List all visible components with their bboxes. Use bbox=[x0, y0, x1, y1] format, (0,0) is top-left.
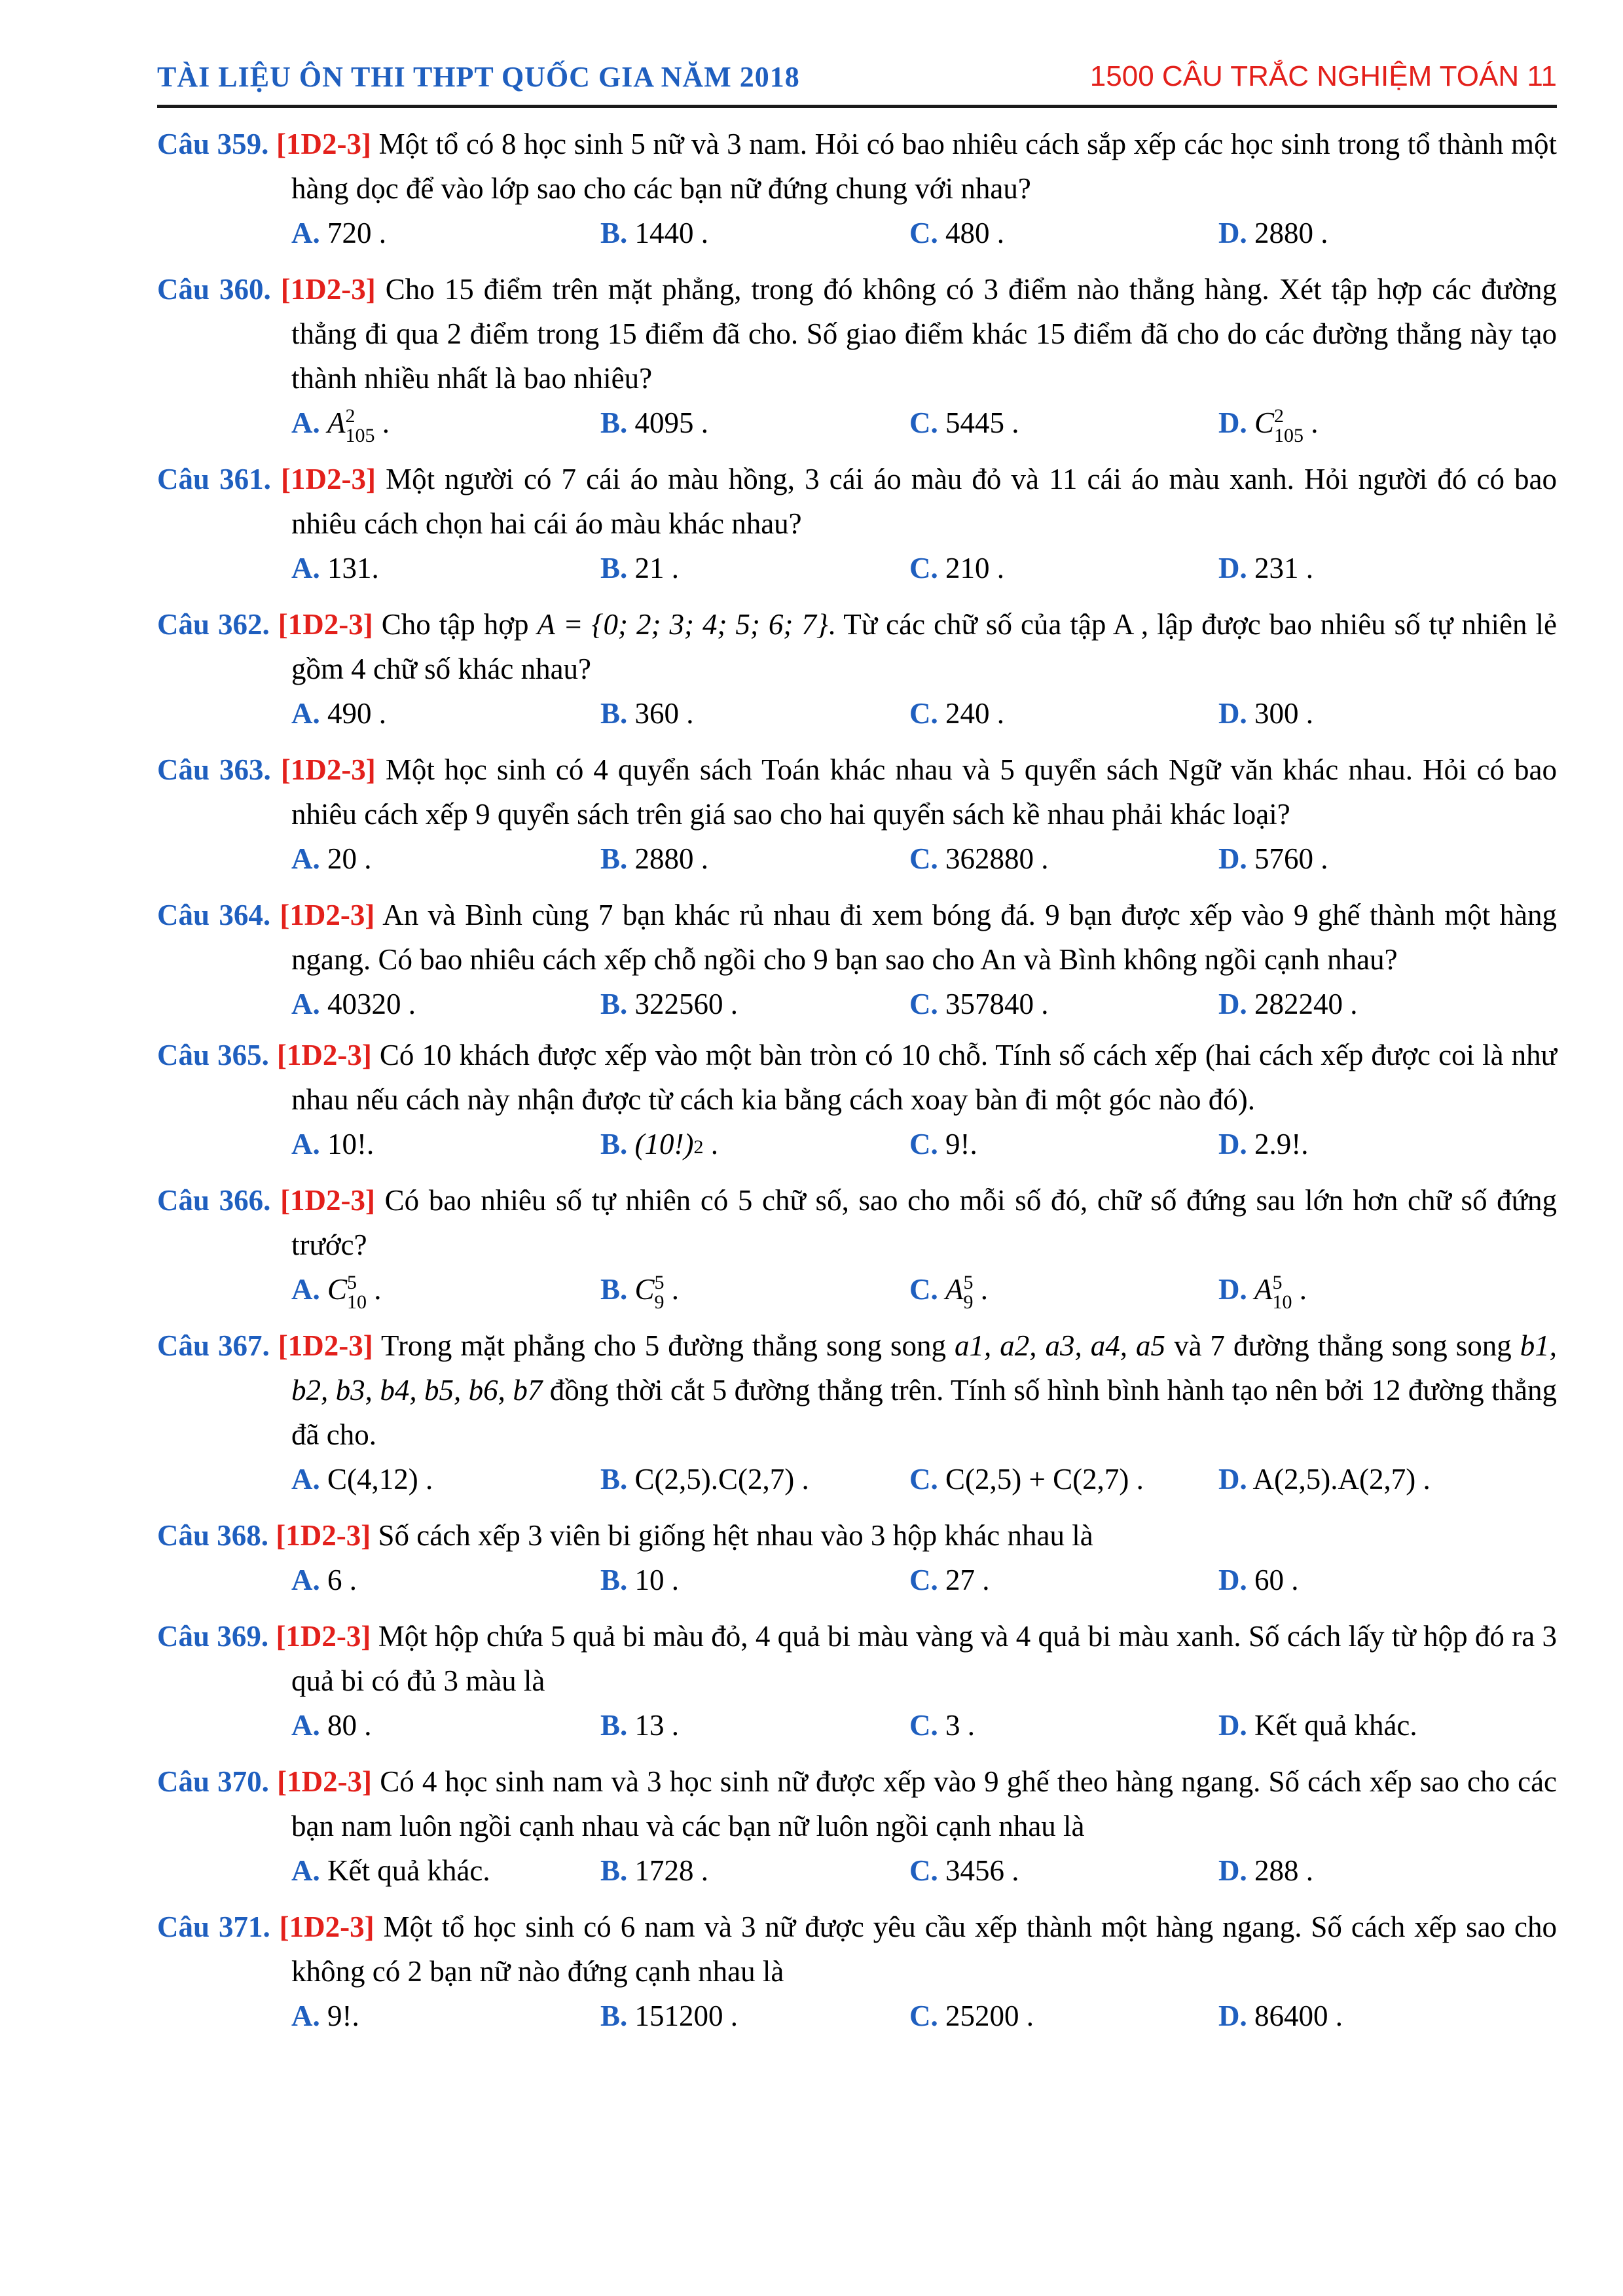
answer-choice-b[interactable] bbox=[600, 982, 909, 1026]
answer-choice-b[interactable] bbox=[600, 401, 909, 446]
answer-choice-d[interactable] bbox=[1218, 1122, 1527, 1166]
answer-choice-d[interactable] bbox=[1218, 1457, 1527, 1501]
choice-tail: . bbox=[664, 1273, 680, 1306]
question-360 bbox=[157, 267, 1557, 445]
answer-choice-d[interactable] bbox=[1218, 1267, 1527, 1312]
answer-choice-a[interactable] bbox=[291, 1267, 600, 1312]
choice-value: 9!. bbox=[327, 2000, 359, 2032]
choice-symbol: A bbox=[1254, 1273, 1273, 1306]
choice-letter: D. bbox=[1218, 842, 1247, 875]
answer-choice-c[interactable] bbox=[909, 1994, 1218, 2038]
answer-choice-b[interactable] bbox=[600, 836, 909, 881]
choice-letter: A. bbox=[291, 2000, 320, 2032]
answer-choice-b[interactable] bbox=[600, 1994, 909, 2038]
answer-choices bbox=[157, 211, 1557, 255]
choice-tail: . bbox=[1292, 1273, 1307, 1306]
question-tag: [1D2-3] bbox=[280, 899, 375, 931]
choice-superscript: 2 bbox=[1274, 404, 1285, 427]
answer-choice-c[interactable] bbox=[909, 211, 1218, 255]
question-body: Một người có 7 cái áo màu hồng, 3 cái áo màu đỏ và 11 cái áo màu xanh. Hỏi người đó có bao nhiêu cách chọn hai cái áo màu khác nhau? bbox=[291, 463, 1558, 540]
question-number: Câu 367. bbox=[157, 1329, 270, 1362]
choice-letter: C. bbox=[909, 1854, 938, 1887]
choice-superscript: 2 bbox=[345, 404, 356, 427]
question-number: Câu 371. bbox=[157, 1910, 270, 1943]
choice-value: 151200 . bbox=[634, 2000, 739, 2032]
choice-subscript: 105 bbox=[345, 424, 375, 446]
choice-superscript: 5 bbox=[654, 1271, 665, 1293]
choice-letter: D. bbox=[1218, 406, 1247, 439]
page-header bbox=[157, 60, 1557, 102]
answer-choices bbox=[157, 1457, 1557, 1501]
question-tag: [1D2-3] bbox=[276, 128, 372, 160]
answer-choices bbox=[157, 1703, 1557, 1748]
choice-value: 9!. bbox=[945, 1128, 977, 1160]
question-text bbox=[157, 1614, 1557, 1703]
answer-choice-c[interactable] bbox=[909, 1703, 1218, 1748]
question-text bbox=[157, 267, 1557, 401]
question-text bbox=[157, 602, 1557, 691]
answer-choice-c[interactable] bbox=[909, 691, 1218, 736]
question-text bbox=[157, 1178, 1557, 1267]
choice-value: Kết quả khác. bbox=[1254, 1709, 1417, 1742]
choice-tail: . bbox=[703, 1128, 718, 1160]
answer-choice-d[interactable] bbox=[1218, 836, 1527, 881]
answer-choice-d[interactable] bbox=[1218, 1994, 1527, 2038]
choice-value: 480 . bbox=[945, 217, 1004, 249]
choice-superscript: 5 bbox=[1272, 1271, 1283, 1293]
answer-choices bbox=[157, 1994, 1557, 2038]
choice-value: 2880 . bbox=[634, 842, 709, 875]
header-left-title: TÀI LIỆU ÔN THI THPT QUỐC GIA NĂM 2018 bbox=[157, 61, 800, 93]
choice-letter: D. bbox=[1218, 552, 1247, 584]
choice-value: 322560 . bbox=[634, 988, 739, 1020]
choice-superscript: 5 bbox=[347, 1271, 357, 1293]
question-body: Số cách xếp 3 viên bi giống hệt nhau vào 3 hộp khác nhau là bbox=[378, 1519, 1093, 1552]
choice-value: 6 . bbox=[327, 1564, 357, 1596]
question-text bbox=[157, 747, 1557, 836]
question-number: Câu 369. bbox=[157, 1620, 269, 1653]
question-text bbox=[157, 457, 1557, 546]
question-371 bbox=[157, 1905, 1557, 2038]
question-tag: [1D2-3] bbox=[280, 273, 376, 306]
answer-choice-b[interactable] bbox=[600, 546, 909, 590]
choice-value: 360 . bbox=[634, 697, 694, 730]
question-363 bbox=[157, 747, 1557, 881]
choice-tail: . bbox=[367, 1273, 382, 1306]
choice-letter: A. bbox=[291, 552, 320, 584]
choice-letter: C. bbox=[909, 406, 938, 439]
question-body: và 7 đường thẳng song song bbox=[1165, 1329, 1520, 1362]
answer-choice-a[interactable] bbox=[291, 401, 600, 446]
question-text bbox=[157, 1033, 1557, 1122]
choice-letter: D. bbox=[1218, 2000, 1247, 2032]
answer-choices bbox=[157, 691, 1557, 736]
choice-letter: D. bbox=[1218, 1128, 1247, 1160]
question-body: Có bao nhiêu số tự nhiên có 5 chữ số, sao cho mỗi số đó, chữ số đứng sau lớn hơn chữ số đứng trước? bbox=[291, 1184, 1558, 1261]
choice-value: 40320 . bbox=[327, 988, 416, 1020]
answer-choice-c[interactable] bbox=[909, 1122, 1218, 1166]
question-tag: [1D2-3] bbox=[280, 753, 376, 786]
choice-value: 300 . bbox=[1254, 697, 1313, 730]
choice-letter: A. bbox=[291, 988, 320, 1020]
question-number: Câu 361. bbox=[157, 463, 271, 495]
choice-symbol: A bbox=[327, 406, 346, 439]
answer-choice-b[interactable] bbox=[600, 1558, 909, 1602]
question-369 bbox=[157, 1614, 1557, 1748]
choice-value: 10!. bbox=[327, 1128, 374, 1160]
question-tag: [1D2-3] bbox=[276, 1620, 371, 1653]
question-text bbox=[157, 1905, 1557, 1994]
choice-letter: D. bbox=[1218, 217, 1247, 249]
question-359 bbox=[157, 122, 1557, 255]
question-365 bbox=[157, 1033, 1557, 1166]
choice-letter: D. bbox=[1218, 1463, 1247, 1496]
answer-choice-a[interactable] bbox=[291, 1848, 600, 1893]
choice-letter: B. bbox=[600, 1463, 628, 1496]
choice-letter: B. bbox=[600, 406, 628, 439]
question-number: Câu 365. bbox=[157, 1039, 269, 1071]
answer-choice-d[interactable] bbox=[1218, 1848, 1527, 1893]
question-number: Câu 364. bbox=[157, 899, 271, 931]
answer-choices bbox=[157, 836, 1557, 881]
choice-value: Kết quả khác. bbox=[327, 1854, 490, 1887]
answer-choice-d[interactable] bbox=[1218, 401, 1527, 446]
question-tag: [1D2-3] bbox=[276, 1039, 372, 1071]
choice-tail: . bbox=[374, 406, 390, 439]
choice-letter: B. bbox=[600, 1564, 628, 1596]
choice-letter: B. bbox=[600, 2000, 628, 2032]
question-body: Có 4 học sinh nam và 3 học sinh nữ được xếp vào 9 ghế theo hàng ngang. Số cách xếp sao cho các bạn nam luôn ngồi cạnh nhau và các bạn nữ luôn ngồi cạnh nhau là bbox=[291, 1765, 1558, 1842]
question-body: Trong mặt phẳng cho 5 đường thẳng song song bbox=[380, 1329, 955, 1362]
answer-choice-d[interactable] bbox=[1218, 546, 1527, 590]
choice-subscript: 9 bbox=[654, 1291, 665, 1313]
answer-choice-b[interactable] bbox=[600, 211, 909, 255]
choice-symbol: C bbox=[1254, 406, 1275, 439]
answer-choice-b[interactable] bbox=[600, 1848, 909, 1893]
choice-letter: B. bbox=[600, 1709, 628, 1742]
question-tag: [1D2-3] bbox=[278, 1329, 373, 1362]
answer-choice-a[interactable] bbox=[291, 1558, 600, 1602]
choice-value: 13 . bbox=[634, 1709, 680, 1742]
question-body: Một tổ học sinh có 6 nam và 3 nữ được yêu cầu xếp thành một hàng ngang. Số cách xếp sao cho không có 2 bạn nữ nào đứng cạnh nhau là bbox=[291, 1910, 1558, 1988]
choice-letter: C. bbox=[909, 1463, 938, 1496]
question-body: Một tổ có 8 học sinh 5 nữ và 3 nam. Hỏi có bao nhiêu cách sắp xếp các học sinh trong tổ thành một hàng dọc để vào lớp sao cho các bạn nữ đứng chung với nhau? bbox=[291, 128, 1558, 205]
choice-letter: C. bbox=[909, 1128, 938, 1160]
question-text bbox=[157, 893, 1557, 982]
choice-value: C(2,5) + C(2,7) . bbox=[945, 1463, 1144, 1496]
choice-letter: A. bbox=[291, 406, 320, 439]
choice-indices bbox=[347, 1273, 367, 1312]
choice-letter: A. bbox=[291, 1854, 320, 1887]
choice-letter: D. bbox=[1218, 1709, 1247, 1742]
question-number: Câu 370. bbox=[157, 1765, 269, 1798]
choice-letter: B. bbox=[600, 697, 628, 730]
choice-value: 1440 . bbox=[634, 217, 709, 249]
answer-choices bbox=[157, 1267, 1557, 1312]
choice-indices bbox=[693, 1138, 703, 1157]
choice-letter: C. bbox=[909, 1564, 938, 1596]
choice-value: 2880 . bbox=[1254, 217, 1328, 249]
answer-choice-b[interactable] bbox=[600, 1122, 909, 1166]
question-tag: [1D2-3] bbox=[279, 1910, 374, 1943]
question-362 bbox=[157, 602, 1557, 736]
answer-choice-d[interactable] bbox=[1218, 1703, 1527, 1748]
choice-value: 210 . bbox=[945, 552, 1004, 584]
question-text bbox=[157, 1759, 1557, 1848]
question-list bbox=[157, 110, 1557, 2038]
question-370 bbox=[157, 1759, 1557, 1893]
choice-subscript: 105 bbox=[1274, 424, 1304, 446]
choice-value: 490 . bbox=[327, 697, 386, 730]
choice-letter: A. bbox=[291, 1709, 320, 1742]
question-tag: [1D2-3] bbox=[280, 463, 376, 495]
choice-value: 240 . bbox=[945, 697, 1004, 730]
choice-letter: A. bbox=[291, 217, 320, 249]
question-body: Một hộp chứa 5 quả bi màu đỏ, 4 quả bi màu vàng và 4 quả bi màu xanh. Số cách lấy từ hộp đó ra 3 quả bi có đủ 3 màu là bbox=[291, 1620, 1558, 1697]
answer-choice-a[interactable] bbox=[291, 1994, 600, 2038]
choice-value: 27 . bbox=[945, 1564, 990, 1596]
choice-superscript: 2 bbox=[693, 1136, 704, 1158]
answer-choices bbox=[157, 546, 1557, 590]
choice-letter: D. bbox=[1218, 697, 1247, 730]
choice-subscript: 10 bbox=[347, 1291, 367, 1313]
choice-letter: B. bbox=[600, 552, 628, 584]
answer-choice-a[interactable] bbox=[291, 1703, 600, 1748]
choice-letter: B. bbox=[600, 988, 628, 1020]
choice-value: 80 . bbox=[327, 1709, 372, 1742]
choice-letter: C. bbox=[909, 1709, 938, 1742]
choice-letter: C. bbox=[909, 552, 938, 584]
choice-indices bbox=[655, 1273, 665, 1312]
choice-letter: C. bbox=[909, 217, 938, 249]
answer-choices bbox=[157, 982, 1557, 1026]
choice-value: 25200 . bbox=[945, 2000, 1034, 2032]
answer-choice-a[interactable] bbox=[291, 546, 600, 590]
choice-letter: A. bbox=[291, 697, 320, 730]
question-367 bbox=[157, 1323, 1557, 1501]
question-number: Câu 368. bbox=[157, 1519, 269, 1552]
choice-letter: B. bbox=[600, 1128, 628, 1160]
choice-letter: C. bbox=[909, 2000, 938, 2032]
choice-letter: B. bbox=[600, 1273, 628, 1306]
answer-choice-b[interactable] bbox=[600, 1457, 909, 1501]
answer-choices bbox=[157, 1122, 1557, 1166]
question-body: Cho tập hợp bbox=[381, 608, 538, 641]
choice-letter: A. bbox=[291, 1463, 320, 1496]
choice-letter: B. bbox=[600, 1854, 628, 1887]
question-tag: [1D2-3] bbox=[276, 1519, 371, 1552]
choice-tail: . bbox=[1304, 406, 1319, 439]
choice-value: 10 . bbox=[634, 1564, 680, 1596]
choice-letter: A. bbox=[291, 1564, 320, 1596]
choice-value: 362880 . bbox=[945, 842, 1049, 875]
question-366 bbox=[157, 1178, 1557, 1312]
choice-symbol: C bbox=[327, 1273, 348, 1306]
choice-symbol: A bbox=[945, 1273, 964, 1306]
choice-value: 720 . bbox=[327, 217, 386, 249]
choice-symbol: C bbox=[634, 1273, 655, 1306]
choice-letter: D. bbox=[1218, 1273, 1247, 1306]
question-body: . Từ các chữ số của tập A , lập được bao nhiêu số tự nhiên lẻ gồm 4 chữ số khác nhau? bbox=[291, 608, 1557, 685]
choice-value: 282240 . bbox=[1254, 988, 1358, 1020]
header-right-title: 1500 CÂU TRẮC NGHIỆM TOÁN 11 bbox=[1089, 60, 1557, 92]
choice-value: 20 . bbox=[327, 842, 372, 875]
choice-value: 1728 . bbox=[634, 1854, 709, 1887]
answer-choice-d[interactable] bbox=[1218, 211, 1527, 255]
answer-choices bbox=[157, 1558, 1557, 1602]
answer-choice-a[interactable] bbox=[291, 982, 600, 1026]
choice-value: 5445 . bbox=[945, 406, 1019, 439]
choice-letter: B. bbox=[600, 842, 628, 875]
answer-choices bbox=[157, 1848, 1557, 1893]
choice-value: C(4,12) . bbox=[327, 1463, 433, 1496]
choice-value: 86400 . bbox=[1254, 2000, 1343, 2032]
answer-choice-d[interactable] bbox=[1218, 982, 1527, 1026]
choice-letter: C. bbox=[909, 842, 938, 875]
choice-letter: C. bbox=[909, 988, 938, 1020]
question-text bbox=[157, 122, 1557, 211]
answer-choice-a[interactable] bbox=[291, 211, 600, 255]
question-tag: [1D2-3] bbox=[277, 1765, 373, 1798]
question-number: Câu 363. bbox=[157, 753, 271, 786]
answer-choice-a[interactable] bbox=[291, 1122, 600, 1166]
question-body: Có 10 khách được xếp vào một bàn tròn có 10 chỗ. Tính số cách xếp (hai cách xếp được coi là như nhau nếu cách này nhận được từ cách kia bằng cách xoay bàn đi một góc nào đó). bbox=[291, 1039, 1558, 1116]
answer-choice-d[interactable] bbox=[1218, 1558, 1527, 1602]
question-text bbox=[157, 1323, 1557, 1457]
answer-choice-c[interactable] bbox=[909, 401, 1218, 446]
answer-choice-b[interactable] bbox=[600, 1267, 909, 1312]
question-body: An và Bình cùng 7 bạn khác rủ nhau đi xem bóng đá. 9 bạn được xếp vào 9 ghế thành một hàng ngang. Có bao nhiêu cách xếp chỗ ngồi cho 9 bạn sao cho An và Bình không ngồi cạnh nhau? bbox=[291, 899, 1557, 976]
choice-symbol: (10!) bbox=[634, 1128, 694, 1160]
answer-choice-c[interactable] bbox=[909, 546, 1218, 590]
answer-choice-b[interactable] bbox=[600, 691, 909, 736]
choice-value: 3456 . bbox=[945, 1854, 1019, 1887]
choice-subscript: 9 bbox=[963, 1291, 974, 1313]
choice-value: 2.9!. bbox=[1254, 1128, 1309, 1160]
choice-subscript: 10 bbox=[1272, 1291, 1292, 1313]
question-number: Câu 359. bbox=[157, 128, 269, 160]
question-text bbox=[157, 1513, 1557, 1558]
answer-choice-c[interactable] bbox=[909, 1558, 1218, 1602]
choice-value: 131. bbox=[327, 552, 379, 584]
choice-indices bbox=[346, 406, 375, 446]
choice-superscript: 5 bbox=[963, 1271, 974, 1293]
choice-value: 357840 . bbox=[945, 988, 1049, 1020]
answer-choice-a[interactable] bbox=[291, 836, 600, 881]
choice-letter: D. bbox=[1218, 1564, 1247, 1596]
header-divider bbox=[157, 105, 1557, 108]
choice-letter: A. bbox=[291, 1128, 320, 1160]
answer-choice-d[interactable] bbox=[1218, 691, 1527, 736]
question-number: Câu 360. bbox=[157, 273, 271, 306]
choice-tail: . bbox=[973, 1273, 988, 1306]
answer-choice-c[interactable] bbox=[909, 1848, 1218, 1893]
question-tag: [1D2-3] bbox=[278, 608, 373, 641]
choice-value: A(2,5).A(2,7) . bbox=[1252, 1463, 1431, 1496]
choice-letter: A. bbox=[291, 1273, 320, 1306]
choice-letter: D. bbox=[1218, 988, 1247, 1020]
answer-choice-a[interactable] bbox=[291, 691, 600, 736]
choice-indices bbox=[1274, 406, 1304, 446]
question-number: Câu 366. bbox=[157, 1184, 271, 1217]
line-set-a: a1, a2, a3, a4, a5 bbox=[955, 1329, 1166, 1362]
choice-letter: C. bbox=[909, 697, 938, 730]
choice-value: 60 . bbox=[1254, 1564, 1299, 1596]
set-expression: A = {0; 2; 3; 4; 5; 6; 7} bbox=[537, 608, 828, 641]
question-364 bbox=[157, 893, 1557, 1026]
choice-value: C(2,5).C(2,7) . bbox=[634, 1463, 809, 1496]
answer-choice-c[interactable] bbox=[909, 1267, 1218, 1312]
question-body: Một học sinh có 4 quyển sách Toán khác nhau và 5 quyển sách Ngữ văn khác nhau. Hỏi có bao nhiêu cách xếp 9 quyển sách trên giá sao cho hai quyển sách kề nhau phải khác loại? bbox=[291, 753, 1558, 831]
choice-letter: A. bbox=[291, 842, 320, 875]
choice-value: 4095 . bbox=[634, 406, 709, 439]
answer-choices bbox=[157, 401, 1557, 445]
answer-choice-b[interactable] bbox=[600, 1703, 909, 1748]
question-tag: [1D2-3] bbox=[280, 1184, 376, 1217]
question-number: Câu 362. bbox=[157, 608, 270, 641]
choice-value: 21 . bbox=[634, 552, 680, 584]
answer-choice-a[interactable] bbox=[291, 1457, 600, 1501]
line-set-b: b1, b2, b3, b4, b5, b6, b7 bbox=[291, 1329, 1558, 1407]
question-361 bbox=[157, 457, 1557, 590]
choice-indices bbox=[1273, 1273, 1292, 1312]
choice-value: 231 . bbox=[1254, 552, 1313, 584]
choice-letter: B. bbox=[600, 217, 628, 249]
choice-value: 3 . bbox=[945, 1709, 975, 1742]
question-368 bbox=[157, 1513, 1557, 1602]
answer-choice-c[interactable] bbox=[909, 1457, 1218, 1501]
choice-value: 288 . bbox=[1254, 1854, 1313, 1887]
choice-letter: C. bbox=[909, 1273, 938, 1306]
choice-indices bbox=[964, 1273, 974, 1312]
question-body: Cho 15 điểm trên mặt phẳng, trong đó không có 3 điểm nào thẳng hàng. Xét tập hợp các đường thẳng đi qua 2 điểm trong 15 điểm đã cho. Số giao điểm khác 15 điểm đã cho do các đường thẳng này tạo thành nhiều nhất là bao nhiêu? bbox=[291, 273, 1558, 395]
choice-letter: D. bbox=[1218, 1854, 1247, 1887]
answer-choice-c[interactable] bbox=[909, 982, 1218, 1026]
answer-choice-c[interactable] bbox=[909, 836, 1218, 881]
choice-value: 5760 . bbox=[1254, 842, 1328, 875]
question-body: đồng thời cắt 5 đường thẳng trên. Tính số hình bình hành tạo nên bởi 12 đường thẳng đã cho. bbox=[291, 1374, 1557, 1451]
